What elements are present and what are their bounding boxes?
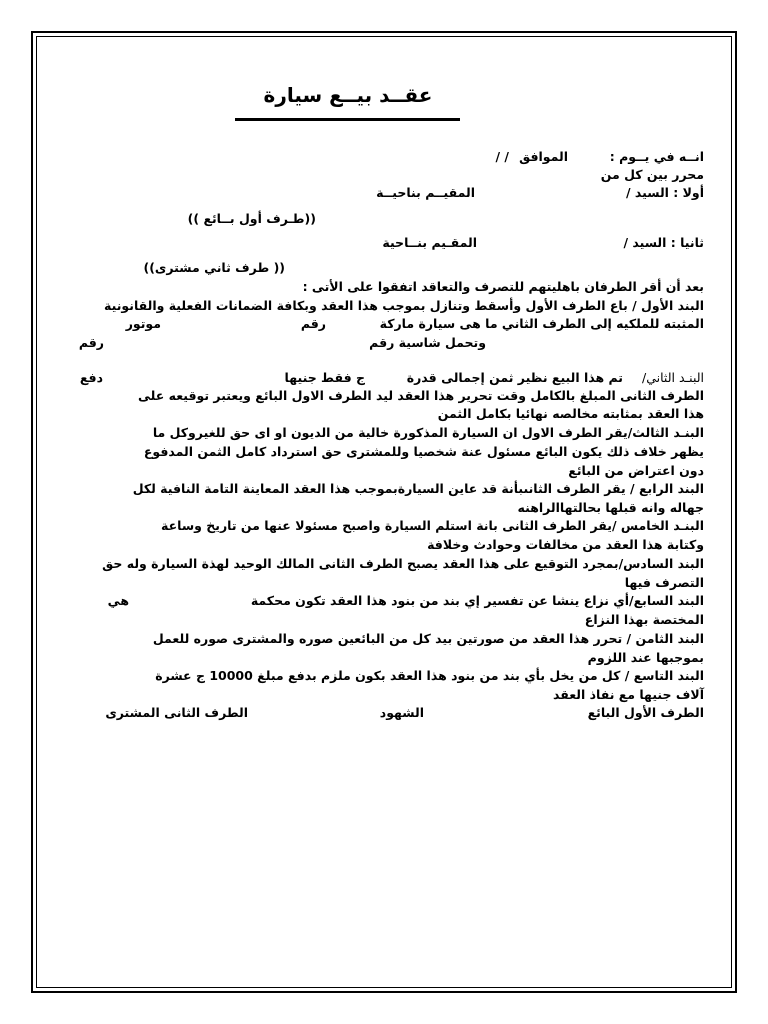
clause2-line1-c: دفع (79, 370, 103, 385)
clause7-line1-b: هي (107, 593, 129, 608)
clause6-line1: البند السادس/بمجرد التوقيع على هذا العقد يصبح الطرف الثانى المالك الوحيد لهذة السيارة وله حق (102, 556, 704, 571)
date-slashes: / / (495, 149, 509, 164)
clause7-line2: المختصة بهذا النزاع (584, 612, 704, 627)
clause2-line1-b: ج فقط جنيها (284, 370, 365, 385)
clause1-line3-b: وتحمل شاسية رقم (369, 335, 486, 350)
clause2-line1-prefix: البنـد الثاني/ (642, 370, 704, 385)
clause4-line2: جهاله وانه قبلها بحالتهاالراهنه (517, 500, 704, 515)
contract-title: عقــد بيــع سيارة (263, 83, 433, 107)
clause1-line3-a: رقم (78, 335, 104, 350)
second-party-label: ثانيا : السيد / (623, 235, 704, 250)
clause3-line1: البنـد الثالث/يقر الطرف الاول ان السيارة المذكورة خالية من الديون او اى حق للغيروكل ما (152, 425, 704, 440)
clause8-line1: البند الثامن / تحرر هذا العقد من صورتين بيد كل من البائعين صوره والمشترى صوره للعمل (152, 631, 704, 646)
clause3-line2: يظهر خلاف ذلك يكون البائع مسئول عنة شخصيا وللمشترى حق استرداد كامل الثمن المدفوع (143, 444, 704, 459)
clause3-line3: دون اعتراض من البائع (568, 463, 704, 478)
clause1-line2-b: رقم (300, 316, 326, 331)
signature-buyer: الطرف الثانى المشترى (105, 705, 248, 720)
between-line: محرر بين كل من (600, 167, 704, 182)
clause1-line2-c: موتور (125, 316, 161, 331)
clause8-line2: بموجبها عند اللزوم (587, 650, 704, 665)
clause1-line1: البند الأول / باع الطرف الأول وأسقط وتنازل بموجب هذا العقد وبكافة الضمانات الفعلية والقانونية (104, 298, 704, 313)
first-party-residence: المقيــم بناحيــة (376, 185, 475, 200)
clause2-line2: الطرف الثانى المبلغ بالكامل وقت تحرير هذا العقد ليد الطرف الاول البائع ويعتبر توقيعه على (137, 388, 704, 403)
signature-witnesses: الشهود (379, 705, 424, 720)
first-party-role: ((طـرف أول بــائع )) (187, 211, 316, 226)
signature-seller: الطرف الأول البائع (587, 705, 704, 720)
clause9-line1: البند التاسع / كل من يخل بأي بند من بنود هذا العقد بكون ملزم بدفع مبلغ 10000 ج عشرة (155, 668, 704, 683)
clause9-line2: آلاف جنيها مع نفاذ العقد (552, 687, 704, 702)
title-underline (235, 118, 460, 121)
agreed-label: الموافق (519, 149, 568, 164)
day-label: انــه في يــوم : (609, 149, 704, 164)
preamble: بعد أن أقر الطرفان باهليتهم للتصرف والتعاقد اتفقوا على الأتى : (302, 279, 704, 294)
first-party-label: أولا : السيد / (625, 185, 704, 200)
clause6-line2: التصرف فيها (624, 575, 704, 590)
clause5-line1: البنـد الخامس /يقر الطرف الثانى بانة استلم السيارة واصبح مسئولا عنها من تاريخ وساعة (161, 518, 704, 533)
clause7-line1-a: البند السابع/أي نزاع ينشا عن تفسير إي بند من بنود هذا العقد تكون محكمة (250, 593, 704, 608)
clause5-line2: وكتابة هذا العقد من مخالفات وحوادث وخلافة (427, 537, 704, 552)
clause1-line2-a: المثبته للملكيه إلى الطرف الثاني ما هى سيارة ماركة (379, 316, 704, 331)
clause4-line1: البند الرابع / يقر الطرف الثانىبأنة قد عاين السيارةبموجب هذا العقد المعاينة التامة النافية لكل (132, 481, 704, 496)
second-party-role: (( طرف ثاني مشترى)) (143, 260, 285, 275)
clause2-line3: هذا العقد بمثابته مخالصه نهائيا بكامل الثمن (437, 406, 704, 421)
clause2-line1-a: تم هذا البيع نظير ثمن إجمالى قدرة (406, 370, 623, 385)
second-party-residence: المقـيم بنــاحية (382, 235, 477, 250)
